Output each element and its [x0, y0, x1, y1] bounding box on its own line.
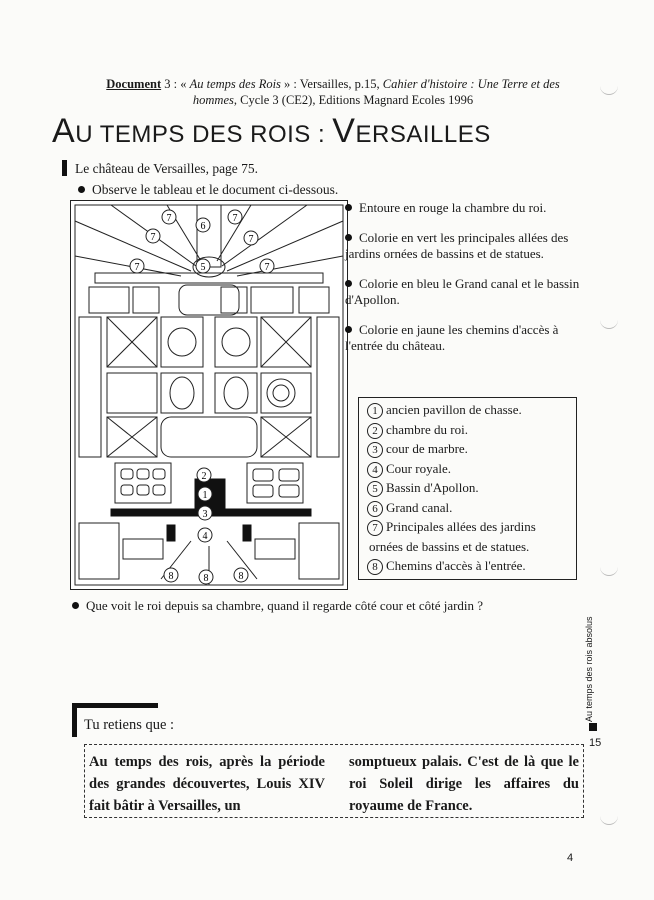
svg-text:8: 8: [203, 573, 209, 584]
bullet-icon: [345, 204, 352, 211]
svg-text:7: 7: [248, 234, 254, 245]
svg-text:7: 7: [232, 213, 238, 224]
instructions-list: [345, 200, 585, 368]
svg-text:5: 5: [200, 262, 206, 273]
map-marker: [130, 259, 144, 273]
legend-item: [367, 498, 576, 518]
question-line: [72, 598, 483, 614]
bullet-icon: [345, 234, 352, 241]
legend-text: Bassin d'Apollon.: [386, 480, 479, 495]
summary-column-1: Au temps des rois, après la période des grandes découvertes, Louis XIV fait bâtir à Versailles, un: [89, 754, 325, 814]
versailles-map: [70, 200, 348, 590]
legend-text: chambre du roi.: [386, 421, 468, 437]
svg-text:1: 1: [202, 490, 208, 501]
title-initial-a: A: [52, 112, 76, 150]
legend-number: 4: [367, 462, 383, 478]
legend-text: Principales allées des jardins: [386, 519, 536, 534]
chapter-side-label: Au temps des rois absolus: [584, 616, 594, 722]
map-marker: [164, 568, 178, 582]
map-marker: [198, 487, 212, 501]
map-marker: [196, 218, 210, 232]
legend-item: [367, 517, 576, 537]
legend-number: 1: [367, 403, 383, 419]
legend-item: [367, 439, 576, 459]
svg-text:7: 7: [166, 213, 172, 224]
legend-number: 8: [367, 559, 383, 575]
reference-pre: 3 : «: [161, 77, 190, 91]
book-page-number: 15: [589, 737, 602, 749]
legend-number: 7: [367, 520, 383, 536]
reference-label: Document: [106, 77, 162, 91]
svg-text:7: 7: [150, 232, 156, 243]
map-drawing: [71, 201, 347, 589]
reference-book-title: Au temps des Rois: [189, 77, 281, 91]
binder-mark: [600, 84, 618, 95]
side-marker: [589, 723, 597, 731]
map-marker: [228, 210, 242, 224]
svg-text:8: 8: [238, 571, 244, 582]
legend-number: 2: [367, 423, 383, 439]
svg-text:2: 2: [201, 471, 207, 482]
legend-text: ancien pavillon de chasse.: [386, 402, 522, 417]
reference-post: , Cycle 3 (CE2), Editions Magnard Ecoles 1996: [233, 93, 474, 107]
legend-number: 6: [367, 501, 383, 517]
map-marker: [234, 568, 248, 582]
map-marker: [198, 528, 212, 542]
instruction-item: Colorie en jaune les chemins d'accès à l'entrée du château.: [345, 321, 559, 353]
legend-item: [367, 556, 576, 576]
intro-text: Observe le tableau et le document ci-dessous.: [92, 182, 339, 197]
map-marker: [197, 468, 211, 482]
title-initial-v: V: [332, 112, 356, 150]
legend-text: Grand canal.: [386, 499, 453, 515]
map-marker: [162, 210, 176, 224]
legend-item: [367, 400, 576, 420]
binder-mark: [600, 814, 618, 825]
bullet-icon: [345, 326, 352, 333]
summary-box: [84, 744, 584, 818]
legend-item: [367, 420, 576, 440]
retiens-text: Tu retiens que :: [84, 717, 175, 733]
map-marker: [244, 231, 258, 245]
section-subtitle: [62, 160, 258, 177]
subtitle-bar: [62, 160, 67, 176]
svg-text:8: 8: [168, 571, 174, 582]
subtitle-text: Le château de Versailles, page 75.: [75, 161, 259, 176]
svg-text:4: 4: [202, 531, 208, 542]
heading-bar-side: [72, 703, 77, 737]
reference-series: Cahier d'histoire : Une Terre et des hommes: [192, 77, 560, 107]
legend-item: [367, 459, 576, 479]
page-number: 4: [567, 852, 574, 864]
legend-number: 3: [367, 442, 383, 458]
title-part-a: U TEMPS DES ROIS :: [75, 121, 333, 148]
svg-text:6: 6: [200, 221, 206, 232]
legend-item: [367, 478, 576, 498]
map-marker: [198, 506, 212, 520]
title-part-b: ERSAILLES: [355, 121, 491, 148]
bullet-icon: [345, 280, 352, 287]
bullet-icon: [78, 186, 85, 193]
legend-item-continuation: ornées de bassins et de statues.: [369, 538, 530, 554]
map-marker: [146, 229, 160, 243]
document-reference: [88, 76, 578, 108]
svg-text:7: 7: [264, 262, 270, 273]
map-marker: [199, 570, 213, 584]
legend-text: cour de marbre.: [386, 441, 468, 456]
legend-number: 5: [367, 481, 383, 497]
question-text: Que voit le roi depuis sa chambre, quand il regarde côté cour et côté jardin ?: [86, 598, 484, 613]
legend-text: Cour royale.: [386, 460, 451, 476]
svg-text:7: 7: [134, 262, 140, 273]
svg-text:3: 3: [202, 509, 208, 520]
instruction-item: Colorie en vert les principales allées des jardins ornées de bassins et de statues.: [345, 229, 569, 261]
heading-bar-top: [76, 703, 158, 708]
map-marker: [196, 259, 210, 273]
intro-line: [78, 182, 338, 198]
instruction-item: Entoure en rouge la chambre du roi.: [345, 200, 585, 217]
legend-text: Chemins d'accès à l'entrée.: [386, 558, 526, 573]
binder-mark: [600, 565, 618, 576]
bullet-icon: [72, 602, 79, 609]
map-legend: [358, 397, 577, 580]
reference-mid: » : Versailles, p.15,: [280, 77, 383, 91]
page-title: [52, 112, 491, 151]
instruction-item: Colorie en bleu le Grand canal et le bassin d'Apollon.: [345, 275, 580, 307]
binder-mark: [600, 318, 618, 329]
summary-column-2: somptueux palais. C'est de là que le roi Soleil dirige les affaires du royaume de France.: [349, 754, 579, 814]
map-marker: [260, 259, 274, 273]
